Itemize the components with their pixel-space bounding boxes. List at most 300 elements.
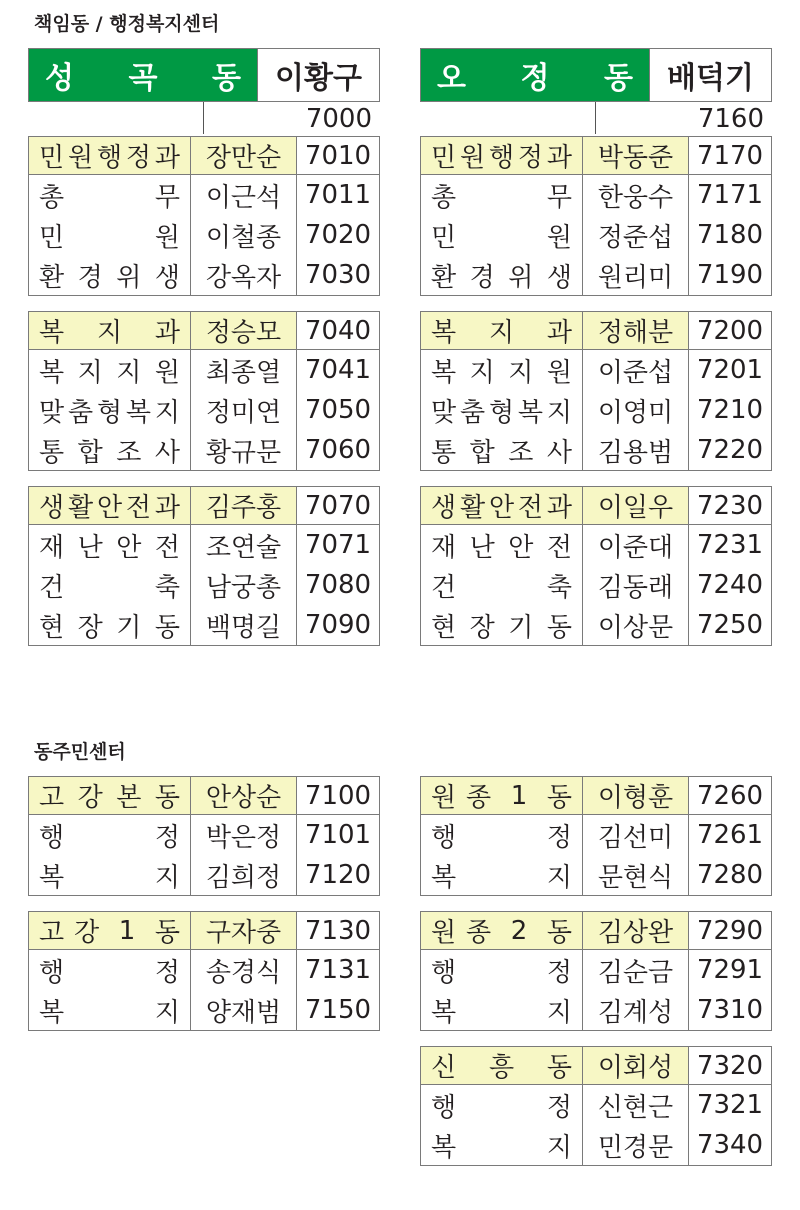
staff-name: 박은정 [190,815,297,855]
label-char: 조 [508,437,534,468]
dept-head-row [421,137,771,175]
dept-group [28,136,380,296]
label-char: 종 [465,783,492,813]
label-char: 원 [67,143,94,173]
phone-extension: 7171 [696,180,764,210]
staff-name: 백명길 [190,605,297,645]
table-row [421,950,771,990]
label-char: 복 [39,318,65,348]
label-char: 고 [39,918,65,948]
label-char: 맞 [39,397,65,428]
label-char: 활 [67,493,94,523]
dept-label [29,215,190,255]
dept-group [28,311,380,471]
label-char: 민 [431,222,457,253]
dept-group [420,1046,772,1166]
label-char: 원 [546,222,572,253]
table-row [29,350,379,390]
label-char: 동 [154,918,180,948]
section-title-community: 동주민센터 [34,741,126,763]
phone-extension: 7250 [696,610,764,640]
label-char: 통 [431,437,457,468]
dept-label [421,1125,582,1165]
label-char: 곡 [128,61,158,96]
staff-name: 이준섭 [582,350,689,390]
label-char: 행 [488,143,515,173]
phone-extension: 7080 [304,570,372,600]
dept-label [29,255,190,295]
label-char: 건 [39,572,65,603]
dept-label [29,912,190,949]
label-char: 정 [154,822,180,853]
dept-label [29,990,190,1030]
phone-extension: 7190 [696,260,764,290]
label-char: 복 [39,997,65,1028]
label-char: 생 [431,493,457,523]
label-char: 지 [77,357,103,388]
staff-name: 정승모 [190,312,297,349]
label-char: 복 [517,397,544,428]
table-row [421,175,771,215]
label-char: 오 [437,61,466,96]
label-char: 지 [154,862,180,893]
label-char: 무 [546,182,572,213]
phone-extension: 7071 [304,530,372,560]
label-char: 기 [508,612,534,643]
label-char: 현 [39,612,65,643]
table-row [29,255,379,295]
phone-extension: 7320 [689,1047,771,1084]
label-char: 무 [154,182,180,213]
dept-label [29,312,190,349]
staff-name: 남궁총 [190,565,297,605]
dept-head-row [421,312,771,350]
label-char: 동 [546,918,572,948]
dept-label [29,430,190,470]
main-extension: 7160 [697,104,764,134]
table-row [421,605,771,645]
dept-group [28,911,380,1031]
label-char: 지 [546,1132,572,1163]
directory-gogang [28,776,380,1046]
phone-extension: 7020 [304,220,372,250]
staff-name: 김상완 [582,912,689,949]
staff-name: 강옥자 [190,255,297,295]
dept-head-row [29,137,379,175]
dept-label [29,855,190,895]
dept-label [421,487,582,524]
staff-name: 신현근 [582,1085,689,1125]
dept-label [421,390,582,430]
label-char: 합 [77,437,103,468]
dept-label [421,990,582,1030]
label-char: 환 [431,262,457,293]
dept-label [421,605,582,645]
dept-label [421,525,582,565]
label-char: 위 [116,262,142,293]
label-char: 고 [39,783,65,813]
dept-label [29,350,190,390]
label-char: 성 [45,61,74,96]
label-char: 춤 [459,397,486,428]
dept-label [29,950,190,990]
dept-head-row [29,487,379,525]
label-char: 형 [96,397,123,428]
dept-label [421,815,582,855]
phone-extension: 7201 [696,355,764,385]
dong-name [421,49,649,101]
phone-extension: 7090 [304,610,372,640]
dept-label [29,175,190,215]
phone-extension: 7070 [297,487,379,524]
staff-name: 구자중 [190,912,297,949]
dept-label [421,1047,582,1084]
label-char: 복 [39,862,65,893]
label-char: 복 [431,357,457,388]
phone-extension: 7240 [696,570,764,600]
label-char: 행 [96,143,123,173]
label-char: 신 [431,1053,457,1083]
dong-header [28,48,380,102]
dept-label [29,777,190,814]
phone-extension: 7030 [304,260,372,290]
label-char: 동 [154,612,180,643]
label-char: 정 [125,143,152,173]
staff-name: 이일우 [582,487,689,524]
label-char: 민 [39,143,65,173]
label-char: 지 [546,997,572,1028]
label-char: 행 [39,957,65,988]
phone-extension: 7310 [696,995,764,1025]
staff-name: 송경식 [190,950,297,990]
dept-label [421,1085,582,1125]
label-char: 정 [154,957,180,988]
dept-head-row [29,312,379,350]
label-char: 동 [154,783,180,813]
label-char: 장 [469,612,495,643]
phone-extension: 7340 [696,1130,764,1160]
table-row [421,815,771,855]
label-char: 지 [469,357,495,388]
label-char: 안 [488,493,515,523]
label-char: 전 [154,532,180,563]
label-char: 전 [546,532,572,563]
label-char: 원 [459,143,486,173]
label-char: 지 [154,997,180,1028]
label-char: 정 [546,1092,572,1123]
label-char: 1 [118,915,136,946]
dept-label [421,950,582,990]
staff-name: 이철종 [190,215,297,255]
label-char: 과 [154,318,180,348]
label-char: 지 [508,357,534,388]
phone-extension: 7131 [304,955,372,985]
label-char: 과 [154,493,180,523]
label-char: 난 [469,532,495,563]
label-char: 위 [508,262,534,293]
dept-label [29,390,190,430]
phone-extension: 7041 [304,355,372,385]
staff-name: 김용범 [582,430,689,470]
staff-name: 이회성 [582,1047,689,1084]
phone-extension: 7180 [696,220,764,250]
label-char: 통 [39,437,65,468]
label-char: 활 [459,493,486,523]
label-char: 난 [77,532,103,563]
dept-label [421,137,582,174]
label-char: 원 [431,918,457,948]
label-char: 전 [517,493,544,523]
label-char: 지 [96,318,123,348]
label-char: 경 [77,262,103,293]
label-char: 현 [431,612,457,643]
dept-label [421,215,582,255]
label-char: 건 [431,572,457,603]
directory-ojeong [420,48,772,661]
staff-name: 이영미 [582,390,689,430]
phone-extension: 7220 [696,435,764,465]
label-char: 동 [212,61,241,96]
label-char: 총 [39,182,65,213]
phone-extension: 7210 [696,395,764,425]
label-char: 지 [154,397,180,428]
phone-extension: 7290 [689,912,771,949]
directory-seonggok [28,48,380,661]
staff-name: 정미연 [190,390,297,430]
label-char: 지 [116,357,142,388]
staff-name: 박동준 [582,137,689,174]
dept-label [421,430,582,470]
label-char: 기 [116,612,142,643]
staff-name: 민경문 [582,1125,689,1165]
phone-extension: 7321 [696,1090,764,1120]
table-row [29,175,379,215]
label-char: 복 [431,1132,457,1163]
table-row [421,390,771,430]
staff-name: 황규문 [190,430,297,470]
table-row [421,255,771,295]
label-char: 정 [546,957,572,988]
table-row [421,430,771,470]
phone-extension: 7291 [696,955,764,985]
label-char: 사 [546,437,572,468]
label-char: 안 [508,532,534,563]
label-char: 행 [39,822,65,853]
label-char: 강 [73,918,100,948]
staff-name: 최종열 [190,350,297,390]
phone-extension: 7040 [297,312,379,349]
label-char: 복 [125,397,152,428]
label-char: 2 [510,915,528,946]
table-row [29,815,379,855]
label-char: 합 [469,437,495,468]
phone-extension: 7010 [297,137,379,174]
label-char: 형 [488,397,515,428]
connector-line [203,102,204,134]
staff-name: 장만순 [190,137,297,174]
connector-line [595,102,596,134]
label-char: 원 [154,222,180,253]
phone-extension: 7011 [304,180,372,210]
dept-label [421,350,582,390]
table-row [421,1125,771,1165]
main-extension: 7000 [305,104,372,134]
label-char: 원 [431,783,457,813]
dept-group [28,486,380,646]
staff-name: 문현식 [582,855,689,895]
table-row [421,990,771,1030]
label-char: 정 [520,61,550,96]
phone-extension: 7230 [689,487,771,524]
label-char: 생 [546,262,572,293]
phone-extension: 7100 [297,777,379,814]
phone-extension: 7150 [304,995,372,1025]
label-char: 안 [116,532,142,563]
label-char: 지 [546,862,572,893]
table-row [29,215,379,255]
staff-name: 한웅수 [582,175,689,215]
label-char: 흥 [488,1053,515,1083]
label-char: 복 [39,357,65,388]
label-char: 복 [431,318,457,348]
staff-name: 이근석 [190,175,297,215]
label-char: 경 [469,262,495,293]
phone-extension: 7280 [696,860,764,890]
directory-wonjong [420,776,772,1181]
table-row [29,990,379,1030]
phone-extension: 7261 [696,820,764,850]
dept-label [29,815,190,855]
phone-extension: 7101 [304,820,372,850]
label-char: 복 [431,997,457,1028]
staff-name: 김주홍 [190,487,297,524]
dong-header [420,48,772,102]
label-char: 지 [546,397,572,428]
main-extension-row [28,102,380,136]
phone-extension: 7060 [304,435,372,465]
staff-name: 김순금 [582,950,689,990]
table-row [29,950,379,990]
staff-name: 김희정 [190,855,297,895]
label-char: 종 [465,918,492,948]
label-char: 정 [517,143,544,173]
table-row [421,565,771,605]
dept-label [421,255,582,295]
label-char: 축 [546,572,572,603]
table-row [421,350,771,390]
dept-group [420,311,772,471]
label-char: 본 [116,783,142,813]
table-row [29,605,379,645]
staff-name: 김계성 [582,990,689,1030]
table-row [421,1085,771,1125]
label-char: 원 [546,357,572,388]
table-row [29,565,379,605]
label-char: 재 [431,532,457,563]
staff-name: 원리미 [582,255,689,295]
dept-label [421,312,582,349]
label-char: 지 [488,318,515,348]
staff-name: 김선미 [582,815,689,855]
table-row [29,855,379,895]
dept-label [29,525,190,565]
dept-label [421,175,582,215]
staff-name: 조연술 [190,525,297,565]
staff-name: 정해분 [582,312,689,349]
dept-group [420,136,772,296]
dept-head-row [29,777,379,815]
table-row [421,525,771,565]
label-char: 1 [510,780,528,811]
label-char: 생 [154,262,180,293]
label-char: 동 [604,61,633,96]
label-char: 동 [546,612,572,643]
label-char: 민 [39,222,65,253]
dept-head-row [421,1047,771,1085]
dept-head-row [29,912,379,950]
staff-name: 안상순 [190,777,297,814]
label-char: 안 [96,493,123,523]
label-char: 재 [39,532,65,563]
label-char: 행 [431,822,457,853]
label-char: 동 [546,783,572,813]
label-char: 전 [125,493,152,523]
dong-name [29,49,257,101]
phone-extension: 7170 [689,137,771,174]
label-char: 과 [154,143,180,173]
phone-extension: 7130 [297,912,379,949]
section-title-responsible: 책임동 / 행정복지센터 [34,13,220,35]
label-char: 강 [77,783,103,813]
phone-extension: 7231 [696,530,764,560]
label-char: 맞 [431,397,457,428]
dept-group [420,776,772,896]
dept-label [421,777,582,814]
dept-label [421,565,582,605]
label-char: 과 [546,143,572,173]
dept-label [29,487,190,524]
staff-name: 김동래 [582,565,689,605]
table-row [421,215,771,255]
phone-extension: 7050 [304,395,372,425]
label-char: 사 [154,437,180,468]
dept-head-row [421,487,771,525]
label-char: 정 [546,822,572,853]
staff-name: 이준대 [582,525,689,565]
dept-label [421,912,582,949]
label-char: 과 [546,493,572,523]
label-char: 복 [431,862,457,893]
dept-label [29,605,190,645]
dept-label [29,137,190,174]
staff-name: 이상문 [582,605,689,645]
dept-label [421,855,582,895]
label-char: 행 [431,957,457,988]
table-row [29,525,379,565]
dept-head-row [421,912,771,950]
dept-label [29,565,190,605]
dept-group [420,911,772,1031]
table-row [421,855,771,895]
staff-name: 양재범 [190,990,297,1030]
label-char: 민 [431,143,457,173]
phone-extension: 7200 [689,312,771,349]
dept-head-row [421,777,771,815]
dept-group [28,776,380,896]
label-char: 조 [116,437,142,468]
table-row [29,390,379,430]
label-char: 생 [39,493,65,523]
